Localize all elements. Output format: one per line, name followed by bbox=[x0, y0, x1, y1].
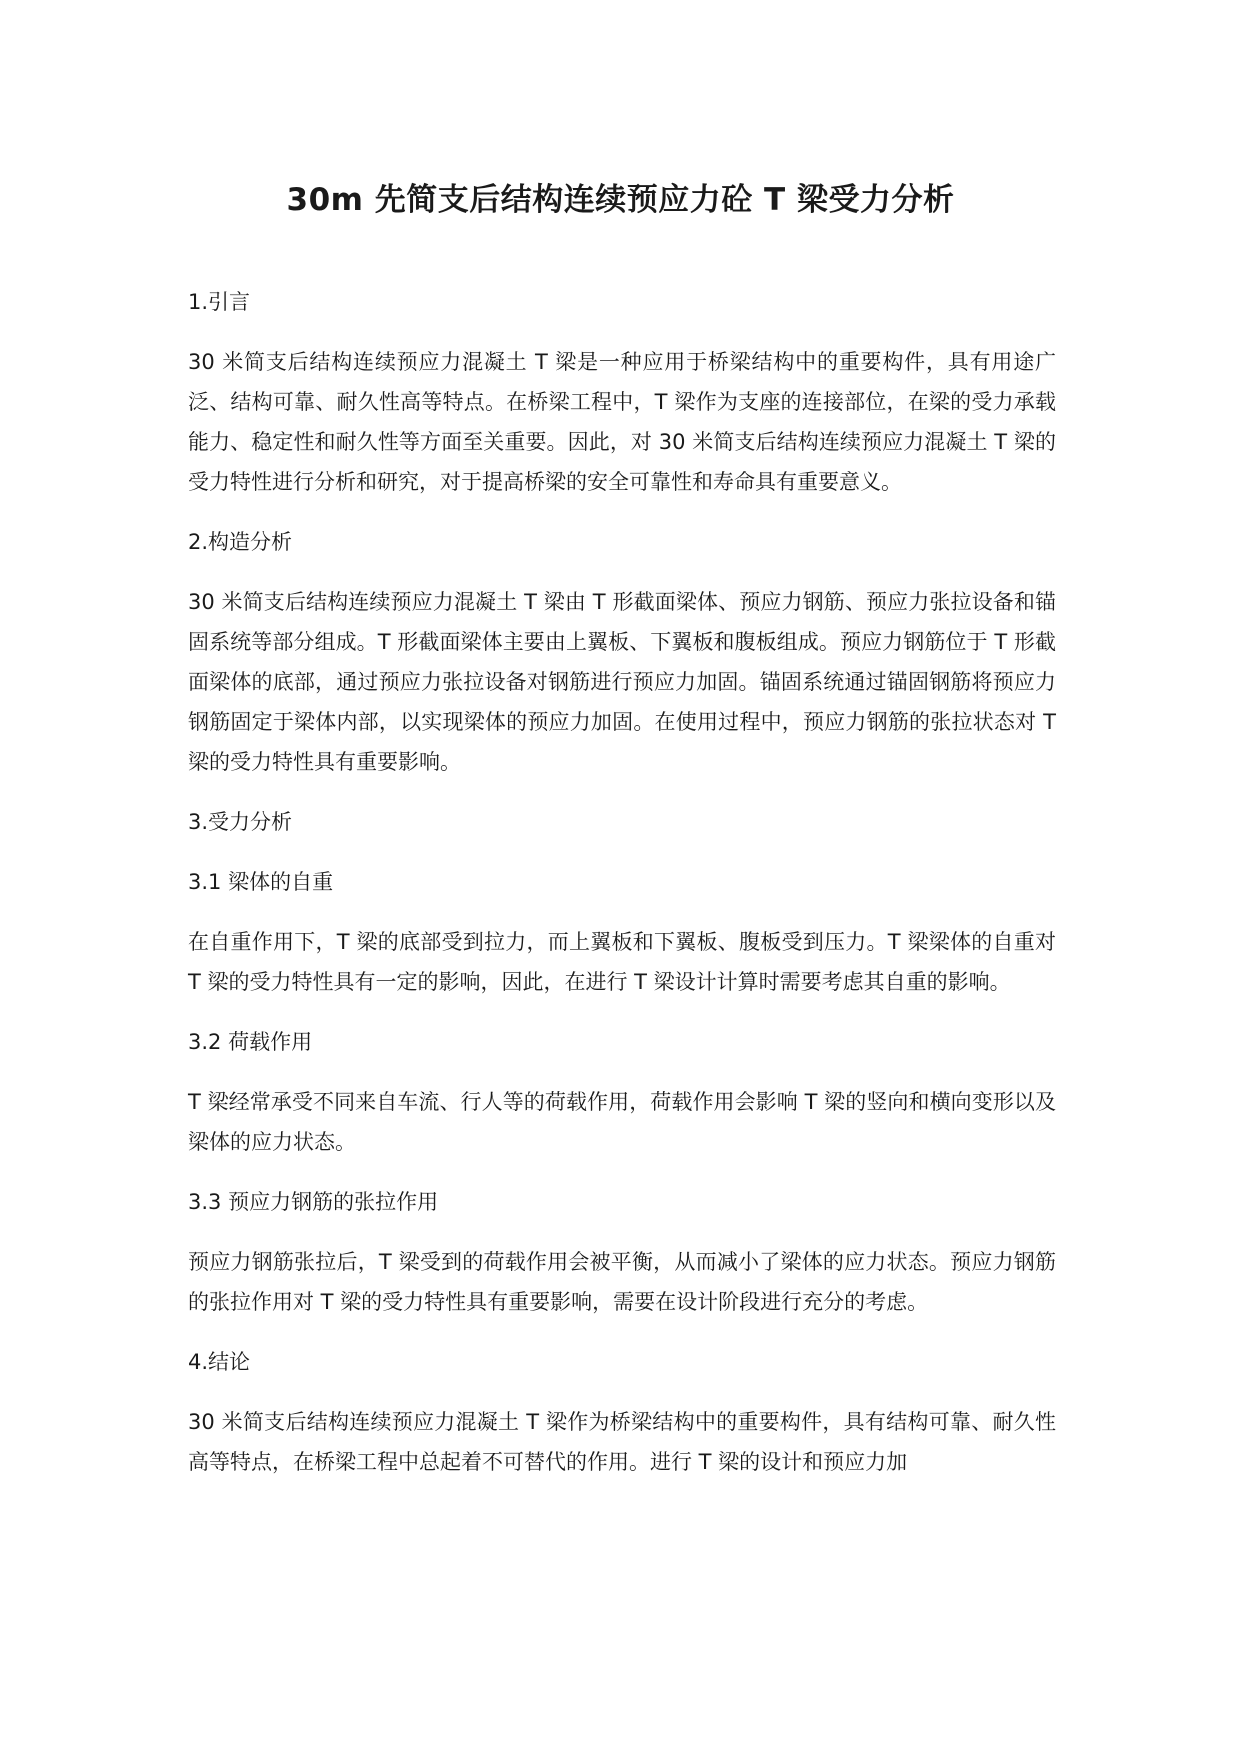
paragraph-self-weight: 在自重作用下，T 梁的底部受到拉力，而上翼板和下翼板、腹板受到压力。T 梁梁体的自重对 T 梁的受力特性具有一定的影响，因此，在进行 T 梁设计计算时需要考虑其自重的影响。 bbox=[188, 930, 1056, 994]
section-heading-introduction: 1.引言 bbox=[188, 290, 251, 314]
subsection-heading-load: 3.2 荷载作用 bbox=[188, 1030, 313, 1054]
paragraph-load: T 梁经常承受不同来自车流、行人等的荷载作用，荷载作用会影响 T 梁的竖向和横向变形以及梁体的应力状态。 bbox=[188, 1090, 1056, 1154]
section-heading-conclusion: 4.结论 bbox=[188, 1350, 251, 1374]
section-heading-force-analysis: 3.受力分析 bbox=[188, 810, 293, 834]
paragraph-structure: 30 米简支后结构连续预应力混凝土 T 梁由 T 形截面梁体、预应力钢筋、预应力张拉设备和锚固系统等部分组成。T 形截面梁体主要由上翼板、下翼板和腹板组成。预应力钢筋位于 T 形截面梁体的底部，通过预应力张拉设备对钢筋进行预应力加固。锚固系统通过锚固钢筋将预应力钢筋固定于梁体内部，以实现梁体的预应力加固。在使用过程中，预应力钢筋的张拉状态对 T 梁的受力特性具有重要影响。 bbox=[188, 590, 1057, 774]
section-heading-structure: 2.构造分析 bbox=[188, 530, 293, 554]
paragraph-conclusion: 30 米简支后结构连续预应力混凝土 T 梁作为桥梁结构中的重要构件，具有结构可靠、耐久性高等特点，在桥梁工程中总起着不可替代的作用。进行 T 梁的设计和预应力加 bbox=[188, 1410, 1056, 1474]
subsection-heading-self-weight: 3.1 梁体的自重 bbox=[188, 870, 334, 894]
paragraph-introduction: 30 米简支后结构连续预应力混凝土 T 梁是一种应用于桥梁结构中的重要构件，具有用途广泛、结构可靠、耐久性高等特点。在桥梁工程中，T 梁作为支座的连接部位，在梁的受力承载能力、稳定性和耐久性等方面至关重要。因此，对 30 米简支后结构连续预应力混凝土 T 梁的受力特性进行分析和研究，对于提高桥梁的安全可靠性和寿命具有重要意义。 bbox=[188, 350, 1056, 494]
paragraph-tension: 预应力钢筋张拉后，T 梁受到的荷载作用会被平衡，从而减小了梁体的应力状态。预应力钢筋的张拉作用对 T 梁的受力特性具有重要影响，需要在设计阶段进行充分的考虑。 bbox=[188, 1250, 1056, 1314]
document-title: 30m 先简支后结构连续预应力砼 T 梁受力分析 bbox=[286, 182, 955, 218]
document-body bbox=[188, 282, 1056, 1502]
subsection-heading-tension: 3.3 预应力钢筋的张拉作用 bbox=[188, 1190, 439, 1214]
